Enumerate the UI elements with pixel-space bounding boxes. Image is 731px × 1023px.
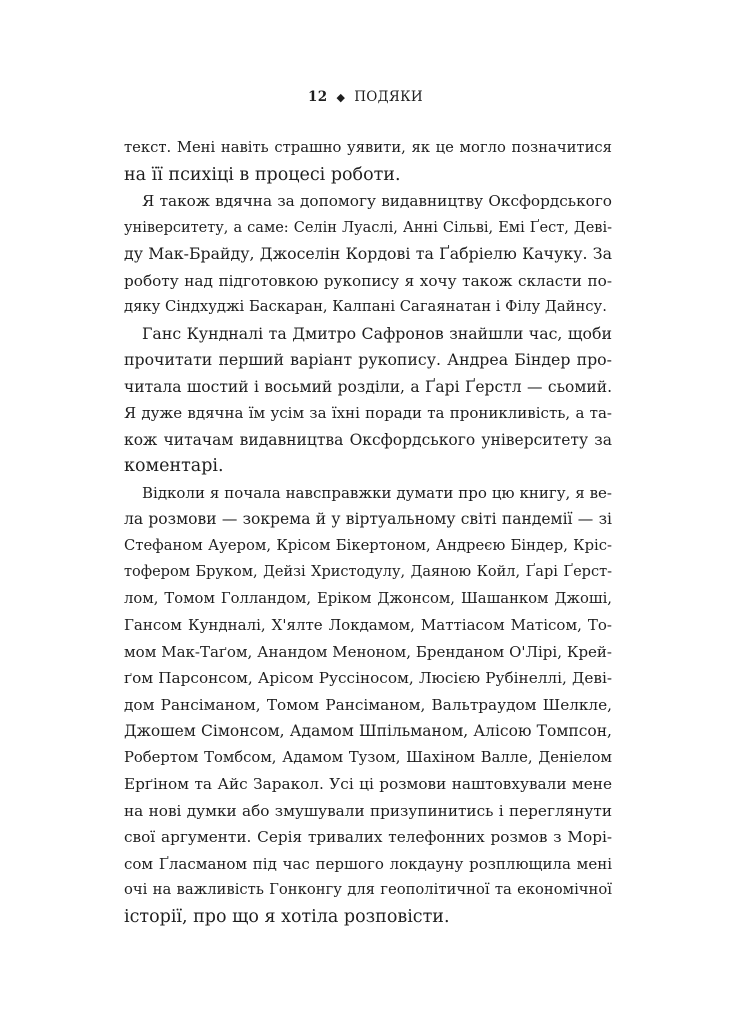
text-line: ду Мак-Брайду, Джоселін Кордові та Ґабріелю Качуку. За [124, 244, 612, 263]
running-head [0, 87, 731, 108]
paragraph [124, 188, 612, 321]
paragraph [124, 321, 612, 480]
text-line: кож читачам видавництва Оксфордського університету за [124, 430, 612, 449]
text-line: коментарі. [124, 456, 224, 476]
text-line: ла розмови — зокрема й у віртуальному світі пандемії — зі [124, 510, 612, 528]
text-line: свої аргументи. Серія тривалих телефонних розмов з Морі- [124, 828, 612, 846]
text-line: тофером Бруком, Дейзі Христодулу, Даяною Койл, Ґарі Ґерст- [124, 564, 612, 580]
text-line: очі на важливість Гонконгу для геополітичної та економічної [124, 881, 612, 898]
text-line: університету, а саме: Селін Луаслі, Анні Сільві, Емі Ґест, Деві- [124, 219, 612, 236]
text-line: Джошем Сімонсом, Адамом Шпільманом, Алісою Томпсон, [124, 722, 612, 740]
diamond-separator-icon: ◆ [336, 91, 346, 104]
text-line: Ганс Кундналі та Дмитро Сафронов знайшли час, щоби [142, 323, 612, 343]
text-line: на нові думки або змушували призупинитись і переглянути [124, 801, 612, 820]
text-line: Гансом Кундналі, Х'ялте Локдамом, Маттіасом Матісом, То- [124, 616, 612, 634]
text-line: дяку Сіндхуджі Баскаран, Калпані Сагаянатан і Філу Дайнсу. [124, 298, 607, 315]
text-line: Я дуже вдячна їм усім за їхні поради та проникливість, а та- [124, 404, 612, 422]
text-line: Відколи я почала навсправжки думати про цю книгу, я ве- [142, 483, 612, 502]
text-line: Я також вдячна за допомогу видавництву Оксфордського [142, 192, 612, 210]
text-line: роботу над підготовкою рукопису я хочу також скласти по- [124, 271, 612, 290]
text-line: текст. Мені навіть страшно уявити, як це могло позначитися [124, 139, 612, 156]
text-line: на її психіці в процесі роботи. [124, 164, 401, 185]
paragraph [124, 480, 612, 931]
text-line: ґом Парсонсом, Арісом Руссіносом, Люсією Рубінеллі, Деві- [124, 669, 612, 687]
text-line: мом Мак-Таґом, Анандом Меноном, Бренданом О'Лірі, Крей- [124, 642, 612, 661]
text-line: читала шостий і восьмий розділи, а Ґарі Ґерстл — сьомий. [124, 377, 612, 396]
paragraph [124, 135, 612, 188]
section-title: ПОДЯКИ [354, 89, 423, 105]
body-text [124, 135, 612, 930]
text-line: лом, Томом Голландом, Еріком Джонсом, Шашанком Джоші, [124, 589, 612, 607]
text-line: дом Рансіманом, Томом Рансіманом, Вальтраудом Шелкле, [124, 695, 612, 714]
text-line: Ерґіном та Айс Заракол. Усі ці розмови наштовхували мене [124, 775, 612, 793]
text-line: сом Ґласманом під час першого локдауну розплющила мені [124, 854, 612, 873]
text-line: прочитати перший варіант рукопису. Андреа Біндер про- [124, 350, 612, 369]
text-line: історії, про що я хотіла розповісти. [124, 906, 450, 927]
text-line: Робертом Томбсом, Адамом Тузом, Шахіном Валле, Деніелом [124, 748, 612, 766]
text-line: Стефаном Ауером, Крісом Бікертоном, Андреєю Біндер, Кріс- [124, 536, 612, 554]
page-number: 12 [308, 89, 328, 105]
